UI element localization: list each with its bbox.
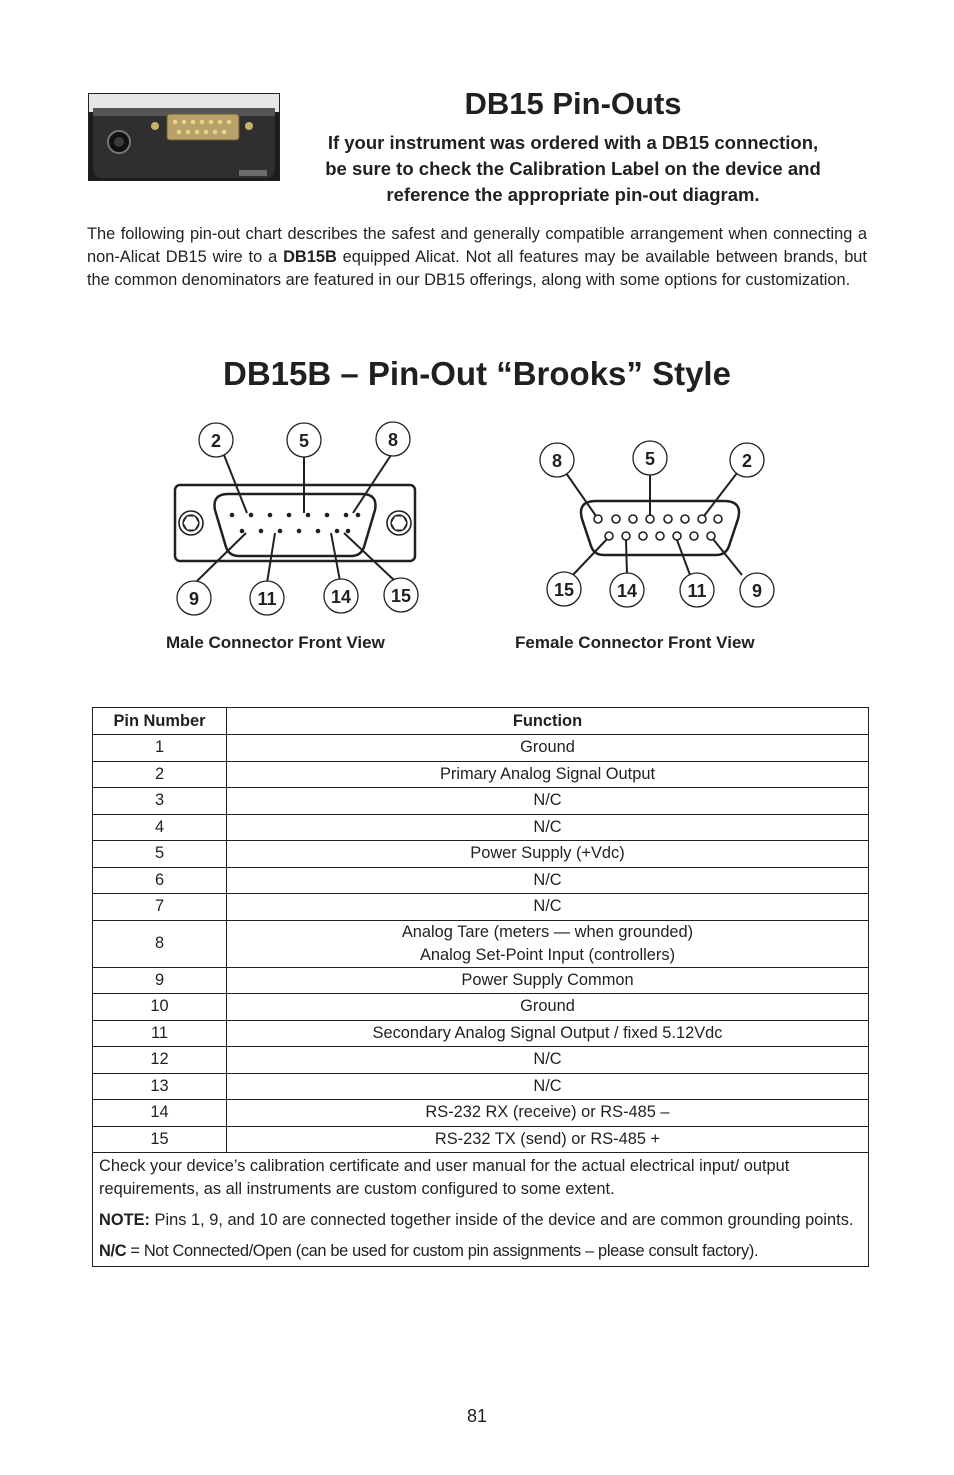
intro-text: equipped Alicat. Not all features may be available between brands, but the common denominators are featured in our DB15 offerings, along with some options for customization. [87, 248, 867, 289]
male-label-bottom: 15 [390, 586, 412, 606]
intro-paragraph [87, 223, 867, 292]
table-notes [93, 1153, 869, 1267]
table-row [93, 894, 869, 921]
pin-function: N/C [227, 1047, 869, 1074]
male-pin [249, 513, 254, 518]
pin-number: 2 [93, 761, 227, 788]
table-row [93, 1126, 869, 1153]
table-row [93, 761, 869, 788]
pin-number: 12 [93, 1047, 227, 1074]
female-socket [622, 532, 630, 540]
female-socket [664, 515, 672, 523]
male-pin [297, 529, 302, 534]
pin-number: 13 [93, 1073, 227, 1100]
pin-function: N/C [227, 894, 869, 921]
female-connector-diagram [581, 501, 739, 555]
table-row [93, 1073, 869, 1100]
subtitle-line: be sure to check the Calibration Label on the device and [325, 158, 821, 179]
female-socket [681, 515, 689, 523]
table-row [93, 920, 869, 967]
male-pin [325, 513, 330, 518]
intro-text: The following pin-out chart describes the safest and generally compatible arrangement when connecting a non-Alicat DB15 wire to a [87, 225, 867, 266]
pin-function-line: Analog Set-Point Input (controllers) [419, 945, 676, 964]
notes-note [99, 1209, 862, 1232]
male-pin [306, 513, 311, 518]
female-socket [646, 515, 654, 523]
female-socket [714, 515, 722, 523]
pin-number: 1 [93, 735, 227, 762]
male-connector-caption: Male Connector Front View [166, 633, 385, 652]
male-pin [316, 529, 321, 534]
pin-function: RS-232 RX (receive) or RS-485 – [227, 1100, 869, 1127]
male-label-top: 5 [298, 431, 310, 451]
male-pin [230, 513, 235, 518]
pinout-table [92, 707, 869, 1267]
male-pin [278, 529, 283, 534]
header-function: Function [227, 708, 869, 735]
table-row [93, 994, 869, 1021]
pin-number: 14 [93, 1100, 227, 1127]
female-label-bottom: 9 [751, 581, 763, 601]
pin-function: N/C [227, 1073, 869, 1100]
female-label-bottom: 15 [553, 580, 575, 600]
female-socket [629, 515, 637, 523]
female-label-top: 8 [551, 451, 563, 471]
male-label-bottom: 9 [188, 589, 200, 609]
male-label-top: 8 [387, 430, 399, 450]
db15-photo-illustration [89, 94, 279, 180]
page-number: 81 [466, 1406, 488, 1426]
intro-bold-model: DB15B [283, 248, 337, 266]
female-label-top: 2 [741, 451, 753, 471]
nc-text: = Not Connected/Open (can be used for custom pin assignments – please consult factory). [126, 1242, 759, 1260]
male-label-top: 2 [210, 431, 222, 451]
female-socket [656, 532, 664, 540]
female-label-bottom: 11 [687, 581, 707, 601]
table-row [93, 867, 869, 894]
pin-function: N/C [227, 867, 869, 894]
pin-number: 9 [93, 967, 227, 994]
pin-number: 11 [93, 1020, 227, 1047]
male-pin [335, 529, 340, 534]
pin-function: N/C [227, 814, 869, 841]
subtitle-line: If your instrument was ordered with a DB15 connection, [327, 132, 819, 153]
pin-number: 10 [93, 994, 227, 1021]
female-socket [612, 515, 620, 523]
table-notes-row [93, 1153, 869, 1267]
notes-check: Check your device’s calibration certificate and user manual for the actual electrical input/ output requirements, as all instruments are custom configured to some extent. [99, 1157, 790, 1198]
table-row [93, 788, 869, 815]
table-row [93, 1100, 869, 1127]
pin-number: 4 [93, 814, 227, 841]
female-connector-caption: Female Connector Front View [515, 633, 755, 652]
note-label: NOTE: [99, 1211, 150, 1229]
pin-number: 15 [93, 1126, 227, 1153]
pin-function: Primary Analog Signal Output [227, 761, 869, 788]
male-pin [259, 529, 264, 534]
pin-function: Secondary Analog Signal Output / fixed 5.12Vdc [227, 1020, 869, 1047]
pin-number: 5 [93, 841, 227, 868]
female-socket [690, 532, 698, 540]
page-title: DB15 Pin-Outs [464, 86, 682, 121]
subtitle-line: reference the appropriate pin-out diagram. [386, 184, 760, 205]
pin-function: N/C [227, 788, 869, 815]
table-row [93, 967, 869, 994]
male-pin [268, 513, 273, 518]
male-pin [346, 529, 351, 534]
male-pin [287, 513, 292, 518]
section-title: DB15B – Pin-Out “Brooks” Style [223, 355, 731, 392]
female-socket [639, 532, 647, 540]
pin-function-line: Analog Tare (meters — when grounded) [401, 922, 694, 941]
table-header-row [93, 708, 869, 735]
male-pin [344, 513, 349, 518]
page-subtitle [283, 130, 863, 208]
pin-number: 7 [93, 894, 227, 921]
table-row [93, 814, 869, 841]
female-label-bottom: 14 [616, 581, 638, 601]
pin-function: Power Supply (+Vdc) [227, 841, 869, 868]
pin-function [227, 920, 869, 967]
male-label-bottom: 11 [257, 589, 277, 609]
note-text: Pins 1, 9, and 10 are connected together inside of the device and are common grounding points. [150, 1211, 854, 1229]
male-label-bottom: 14 [330, 587, 352, 607]
pin-function: Ground [227, 735, 869, 762]
table-row [93, 735, 869, 762]
pin-number: 6 [93, 867, 227, 894]
pin-function: RS-232 TX (send) or RS-485 + [227, 1126, 869, 1153]
male-pin [356, 513, 361, 518]
db15-connector-photo [88, 93, 280, 181]
nc-label: N/C [99, 1242, 127, 1260]
table-row [93, 1020, 869, 1047]
pin-number: 3 [93, 788, 227, 815]
table-row [93, 841, 869, 868]
male-pin [240, 529, 245, 534]
notes-nc [99, 1240, 862, 1263]
table-row [93, 1047, 869, 1074]
pin-number: 8 [93, 920, 227, 967]
connector-diagrams [150, 415, 820, 625]
pin-function: Ground [227, 994, 869, 1021]
female-socket [673, 532, 681, 540]
male-connector-diagram [175, 485, 415, 561]
pin-function: Power Supply Common [227, 967, 869, 994]
female-label-top: 5 [644, 449, 656, 469]
header-pin-number: Pin Number [93, 708, 227, 735]
